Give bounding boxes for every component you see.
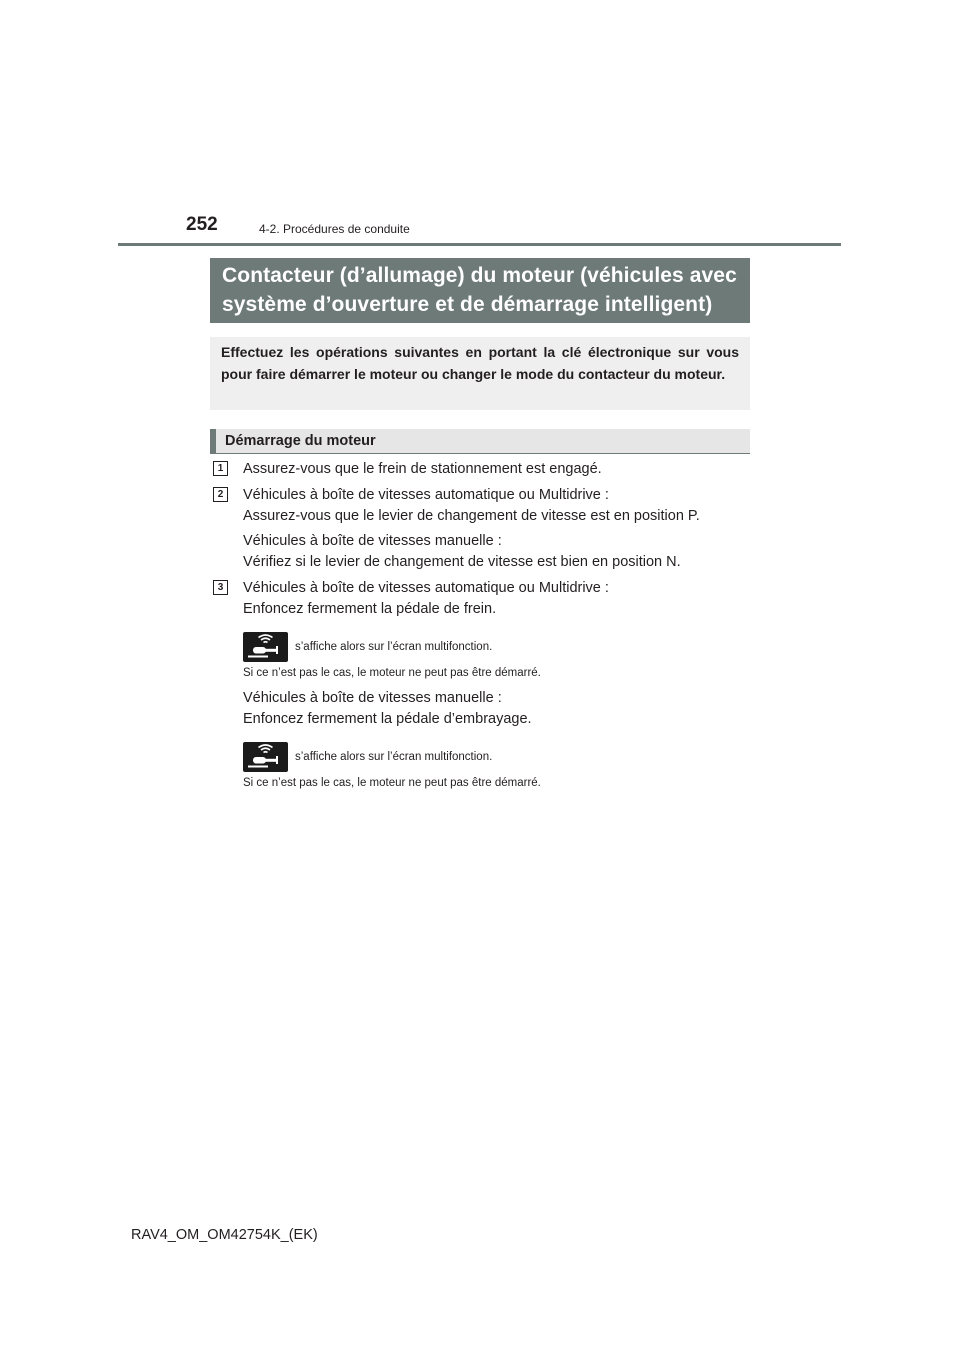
page-number: 252 [186, 214, 218, 235]
subheading: Démarrage du moteur [225, 433, 376, 449]
indicator-caption-2: s’affiche alors sur l’écran multifonction. [295, 751, 493, 763]
section-title-line-1: Contacteur (d’allumage) du moteur (véhicules avec [222, 264, 737, 287]
subheading-accent [210, 429, 216, 453]
intro-box [210, 337, 750, 410]
intro-text: Effectuez les opérations suivantes en portant la clé électronique sur vous pour faire démarrer le moteur ou changer le mode du contacteur du moteur. [221, 344, 739, 382]
section-title-line-2: système d’ouverture et de démarrage intelligent) [222, 293, 713, 316]
footer-doc-code: RAV4_OM_OM42754K_(EK) [131, 1227, 318, 1243]
step-3-line-4: Enfoncez fermement la pédale d’embrayage. [243, 711, 532, 727]
step-1-line-1: Assurez-vous que le frein de stationnement est engagé. [243, 461, 602, 477]
step-number-3: 3 [213, 580, 228, 595]
step-2-line-3: Véhicules à boîte de vitesses manuelle : [243, 533, 502, 549]
header-divider [118, 243, 841, 246]
step-3-note-2: Si ce n’est pas le cas, le moteur ne peut pas être démarré. [243, 777, 541, 789]
step-2-line-2: Assurez-vous que le levier de changement de vitesse est en position P. [243, 508, 700, 524]
step-3-line-1: Véhicules à boîte de vitesses automatique ou Multidrive : [243, 580, 609, 596]
key-and-foot-pedal-indicator-icon [243, 742, 288, 772]
step-2-line-1: Véhicules à boîte de vitesses automatique ou Multidrive : [243, 487, 609, 503]
step-3-line-3: Véhicules à boîte de vitesses manuelle : [243, 690, 502, 706]
key-and-foot-pedal-indicator-icon [243, 632, 288, 662]
section-label: 4-2. Procédures de conduite [259, 222, 410, 236]
step-3-note-1: Si ce n’est pas le cas, le moteur ne peut pas être démarré. [243, 667, 541, 679]
indicator-caption-1: s’affiche alors sur l’écran multifonction. [295, 641, 493, 653]
step-number-2: 2 [213, 487, 228, 502]
section-title-box [210, 258, 750, 323]
subheading-bar [210, 429, 750, 454]
step-number-1: 1 [213, 461, 228, 476]
step-2-line-4: Vérifiez si le levier de changement de vitesse est bien en position N. [243, 554, 681, 570]
step-3-line-2: Enfoncez fermement la pédale de frein. [243, 601, 497, 617]
